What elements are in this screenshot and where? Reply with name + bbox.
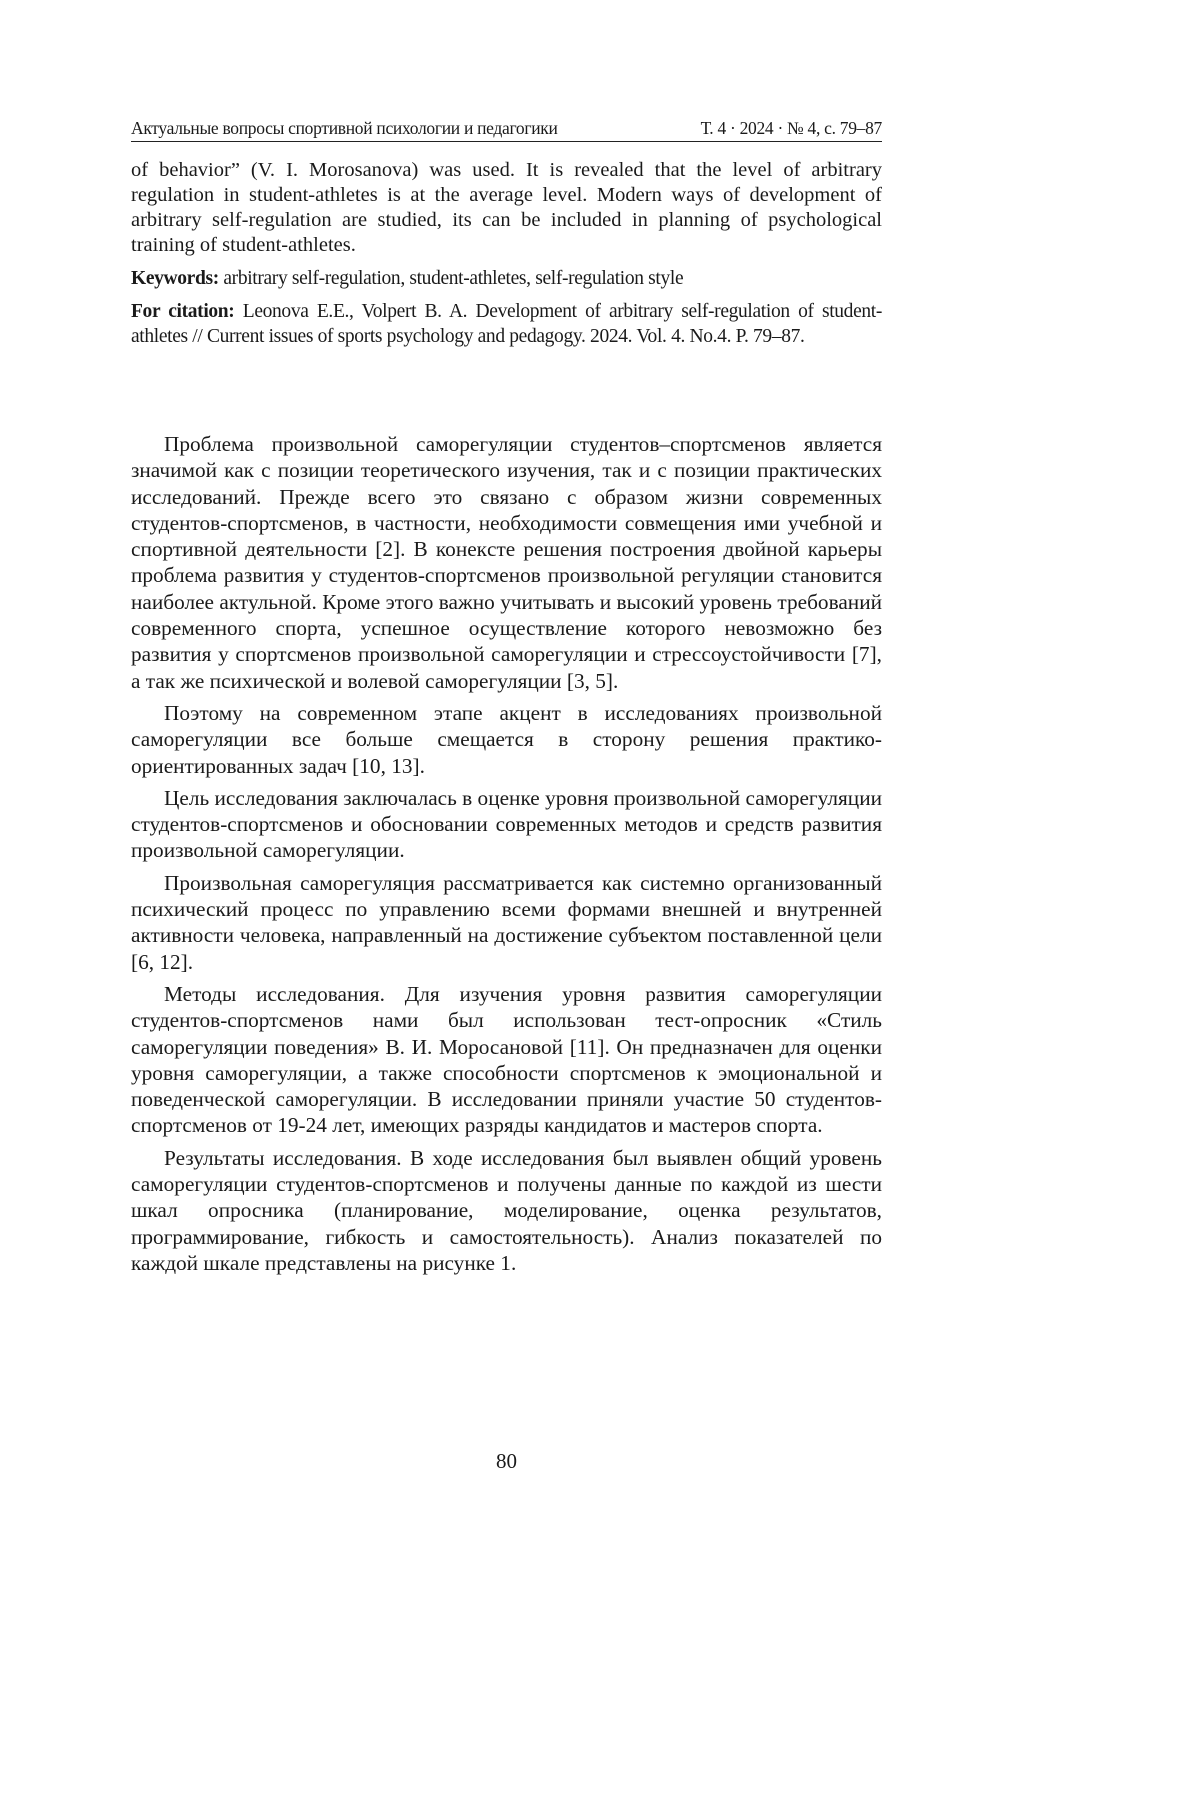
issue-info: Т. 4 · 2024 · № 4, с. 79–87 [700, 118, 882, 138]
article-body [131, 431, 882, 1282]
body-paragraph: Поэтому на современном этапе акцент в исследованиях произвольной саморегуляции все больше смещается в сторону решения практико-ориентированных задач [10, 13]. [131, 700, 882, 778]
header-divider [131, 141, 882, 142]
keywords-text: arbitrary self-regulation, student-athletes, self-regulation style [218, 268, 684, 289]
body-paragraph: Результаты исследования. В ходе исследования был выявлен общий уровень саморегуляции студентов-спортсменов и получены данные по каждой из шести шкал опросника (планирование, моделирование, оценка результатов, программирование, гибкость и самостоятельность). Анализ показателей по каждой шкале представлены на рисунке 1. [131, 1145, 882, 1275]
body-paragraph: Цель исследования заключалась в оценке уровня произвольной саморегуляции студентов-спортсменов и обосновании современных методов и средств развития произвольной саморегуляции. [131, 785, 882, 863]
journal-title: Актуальные вопросы спортивной психологии и педагогики [131, 118, 558, 138]
abstract-section [131, 158, 882, 349]
running-header [131, 113, 882, 139]
body-paragraph: Произвольная саморегуляция рассматривается как системно организованный психический процесс по управлению всеми формами внешней и внутренней активности человека, направленный на достижение субъектом поставленной цели [6, 12]. [131, 870, 882, 974]
keywords-line [131, 266, 882, 291]
body-paragraph: Проблема произвольной саморегуляции студентов–спортсменов является значимой как с позиции теоретического изучения, так и с позиции практических исследований. Прежде всего это связано с образом жизни современных студентов-спортсменов, в частности, необходимости совмещения ими учебной и спортивной деятельности [2]. В конекcте решения построения двойной карьеры проблема развития у студентов-спортсменов произвольной регуляции становится наиболее актульной. Кроме этого важно учитывать и высокий уровень требований современного спорта, успешное осуществление которого невозможно без развития у спортсменов произвольной саморегуляции и стрессоустойчивости [7], а так же психической и волевой саморегуляции [3, 5]. [131, 432, 882, 693]
keywords-label: Keywords: [131, 268, 219, 289]
page-number: 80 [496, 1449, 517, 1473]
citation-line [131, 299, 882, 349]
body-paragraph: Методы исследования. Для изучения уровня развития саморегуляции студентов-спортсменов нами был использован тест-опросник «Стиль саморегуляции поведения» В. И. Моросановой [11]. Он предназначен для оценки уровня саморегуляции, а также способности спортсменов к эмоциональной и поведенческой саморегуляции. В исследовании приняли участие 50 студентов-спортсменов от 19-24 лет, имеющих разряды кандидатов и мастеров спорта. [131, 981, 882, 1138]
citation-label: For citation: [131, 301, 235, 322]
citation-text: Leonova E.E., Volpert B. A. Development of arbitrary self-regulation of student-athletes // Current issues of sports psychology and pedagogy. 2024. Vol. 4. No.4. P. 79–87. [131, 301, 882, 347]
abstract-continuation: of behavior” (V. I. Morosanova) was used. It is revealed that the level of arbitrary regulation in student-athletes is at the average level. Modern ways of development of arbitrary self-regulation are studied, its can be included in planning of psychological training of student-athletes. [131, 159, 882, 256]
